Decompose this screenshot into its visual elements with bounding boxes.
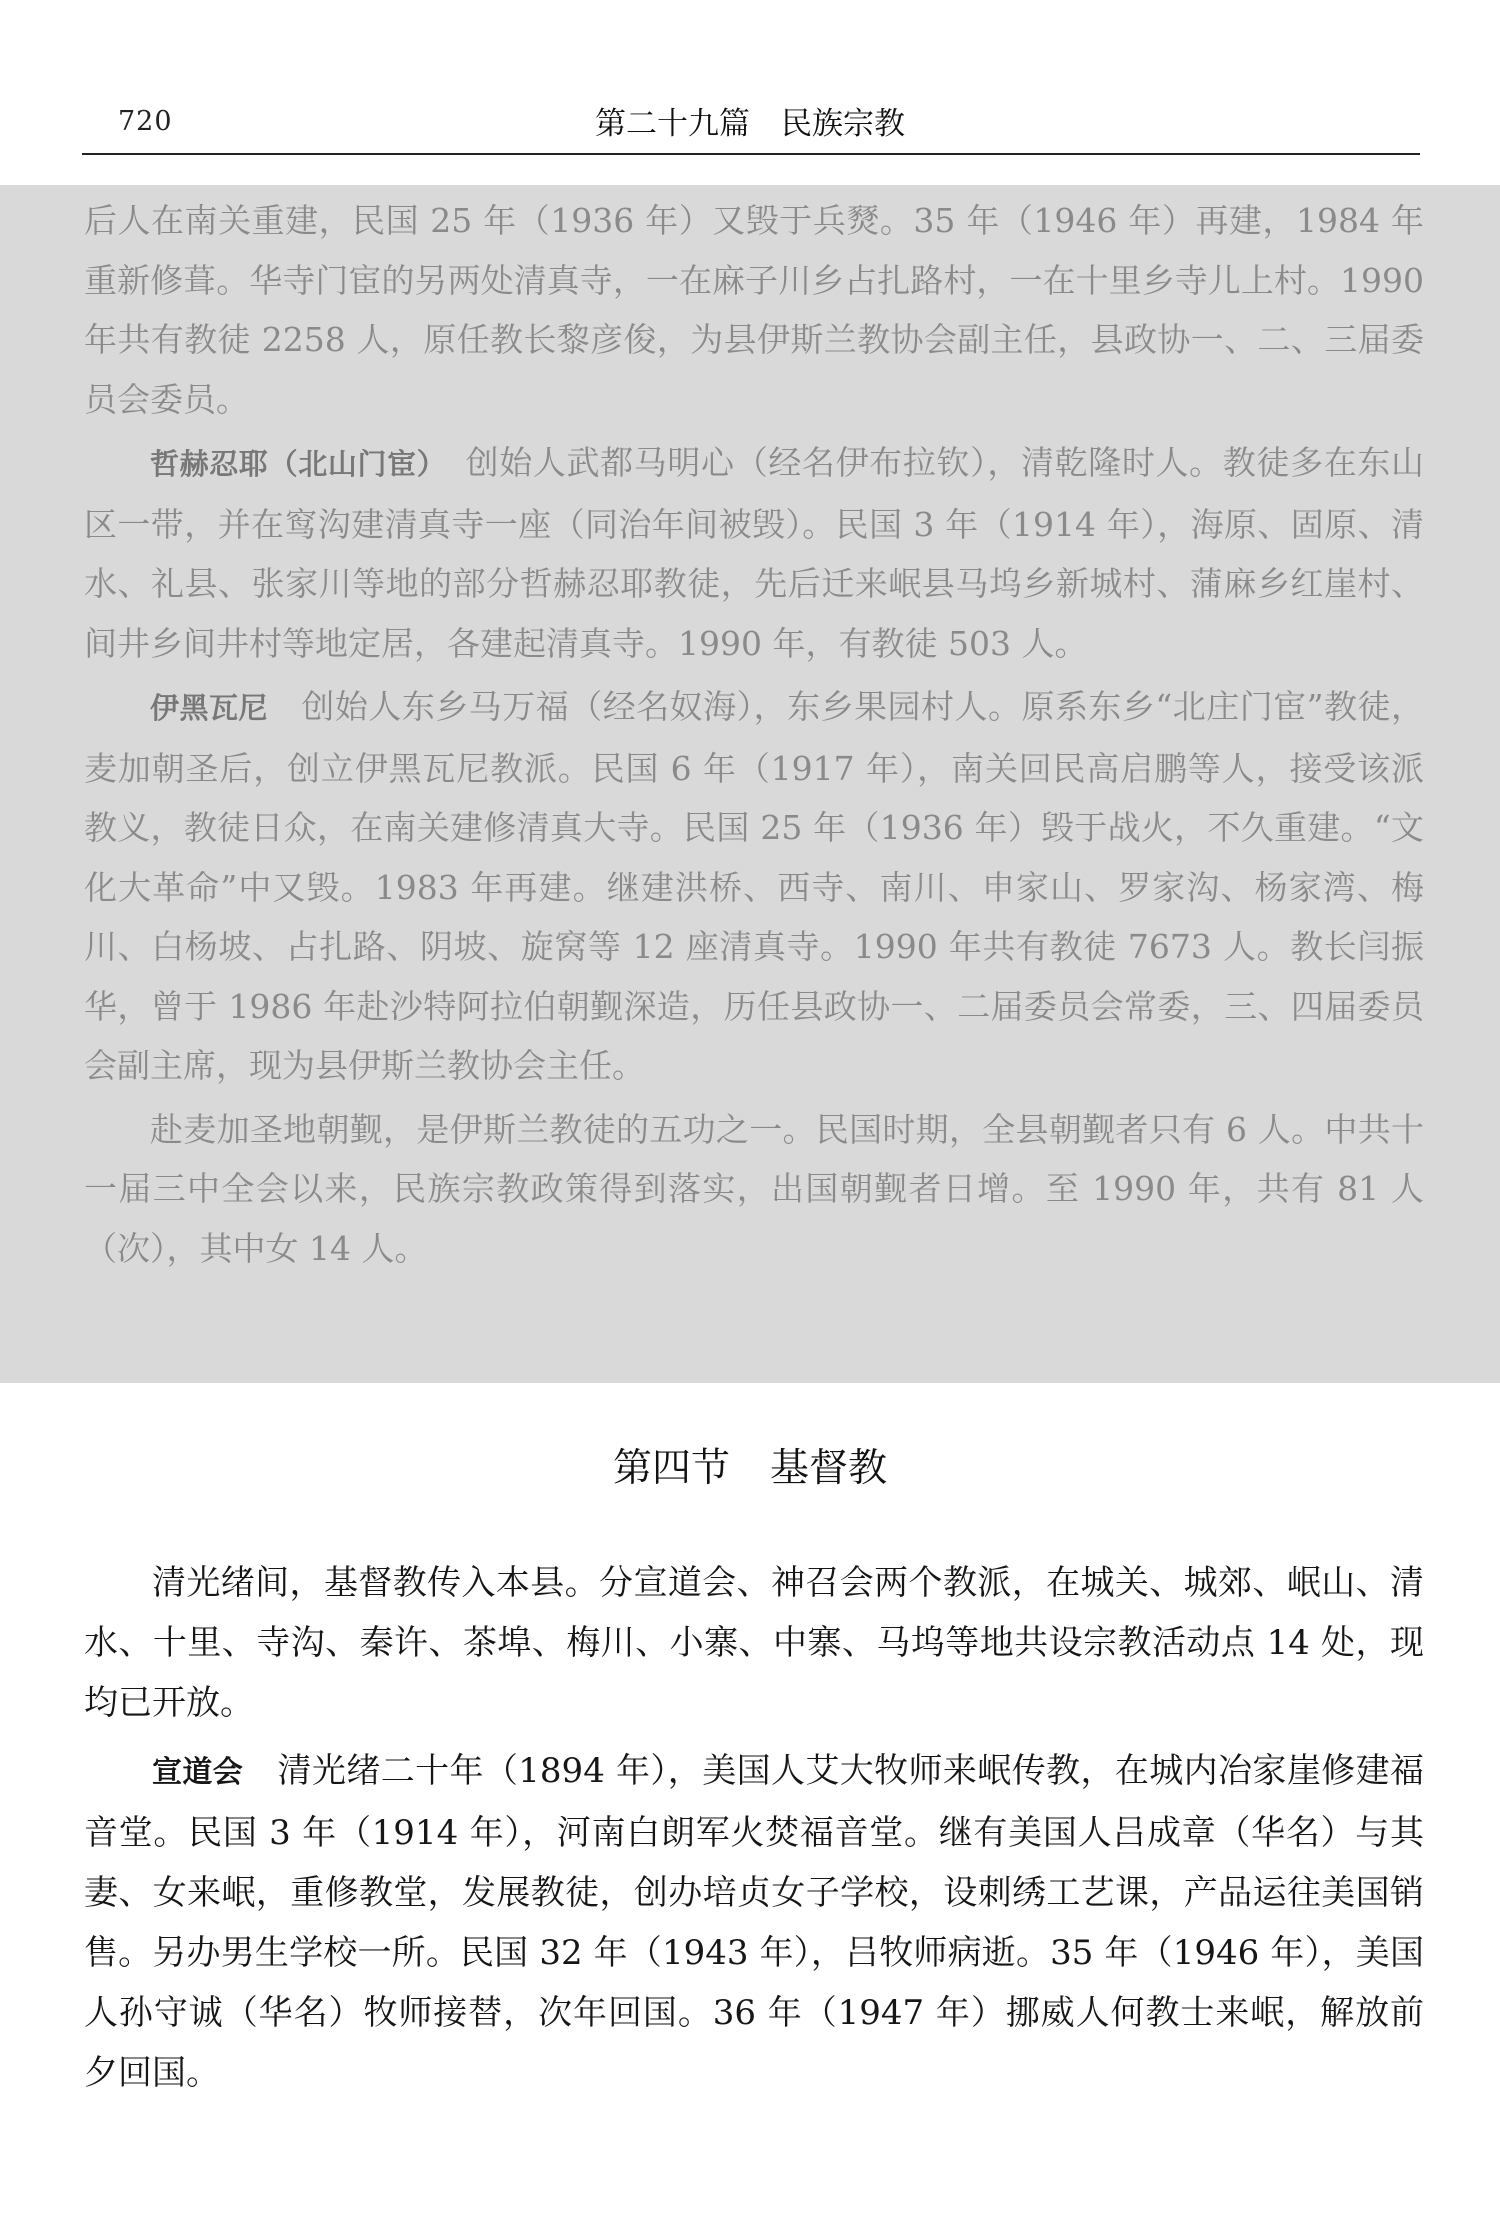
- paragraph-text: 清光绪二十年（1894 年），美国人艾大牧师来岷传教，在城内冶家崖修建福音堂。民国 3 年（1914 年），河南白朗军火焚福音堂。继有美国人吕成章（华名）与其妻、女来岷，重修教堂，发展教徒，创办培贞女子学校，设刺绣工艺课，产品运往美国销售。另办男生学校一所。民国 32 年（1943 年），吕牧师病逝。35 年（1946 年），美国人孙守诚（华名）牧师接替，次年回国。36 年（1947 年）挪威人何教士来岷，解放前夕回国。: [84, 1751, 1424, 2093]
- section-heading: [0, 1437, 1500, 1493]
- paragraph-lead-term: 伊黑瓦尼: [150, 691, 268, 725]
- section-number: 第四节: [612, 1446, 730, 1491]
- paragraph: 赴麦加圣地朝觐，是伊斯兰教徒的五功之一。民国时期，全县朝觐者只有 6 人。中共十一届三中全会以来，民族宗教政策得到落实，出国朝觐者日增。至 1990 年，共有 81 人（次），其中女 14 人。: [84, 1109, 1424, 1268]
- paragraph: [84, 677, 1424, 1096]
- paragraph-lead-term: 哲赫忍耶（北山门宦）: [150, 447, 432, 481]
- page-header: [0, 0, 1500, 150]
- paragraph-lead-term: 宣道会: [152, 1755, 244, 1790]
- paragraph-text: 创始人东乡马万福（经名奴海），东乡果园村人。原系东乡“北庄门宦”教徒，麦加朝圣后，创立伊黑瓦尼教派。民国 6 年（1917 年），南关回民高启鹏等人，接受该派教义，教徒日众，在南关建修清真大寺。民国 25 年（1936 年）毁于战火，不久重建。“文化大革命”中又毁。1983 年再建。继建洪桥、西寺、南川、申家山、罗家沟、杨家湾、梅川、白杨坡、占扎路、阴坡、旋窝等 12 座清真寺。1990 年共有教徒 7673 人。教长闫振华，曾于 1986 年赴沙特阿拉伯朝觐深造，历任县政协一、二届委员会常委，三、四届委员会副主席，现为县伊斯兰教协会主任。: [84, 687, 1424, 1085]
- shaded-text-block: [84, 191, 1424, 1282]
- paragraph: [84, 433, 1424, 673]
- paragraph: 清光绪间，基督教传入本县。分宣道会、神召会两个教派，在城关、城郊、岷山、清水、十里、寺沟、秦许、茶埠、梅川、小寨、中寨、马坞等地共设宗教活动点 14 处，现均已开放。: [84, 1563, 1424, 1723]
- paragraph: [84, 1741, 1424, 2103]
- paragraph-text: 创始人武都马明心（经名伊布拉钦），清乾隆时人。教徒多在东山区一带，并在窎沟建清真寺一座（同治年间被毁）。民国 3 年（1914 年），海原、固原、清水、礼县、张家川等地的部分哲赫忍耶教徒，先后迁来岷县马坞乡新城村、蒲麻乡红崖村、间井乡间井村等地定居，各建起清真寺。1990 年，有教徒 503 人。: [84, 443, 1424, 663]
- running-title: 第二十九篇 民族宗教: [595, 106, 905, 142]
- header-divider: [82, 153, 1420, 155]
- page-number: 720: [118, 106, 173, 137]
- body-text-block: [84, 1553, 1424, 2111]
- paragraph: 后人在南关重建，民国 25 年（1936 年）又毁于兵燹。35 年（1946 年）再建，1984 年重新修葺。华寺门宦的另两处清真寺，一在麻子川乡占扎路村，一在十里乡寺儿上村。1990 年共有教徒 2258 人，原任教长黎彦俊，为县伊斯兰教协会副主任，县政协一、二、三届委员会委员。: [84, 201, 1424, 419]
- section-title: 基督教: [770, 1446, 888, 1491]
